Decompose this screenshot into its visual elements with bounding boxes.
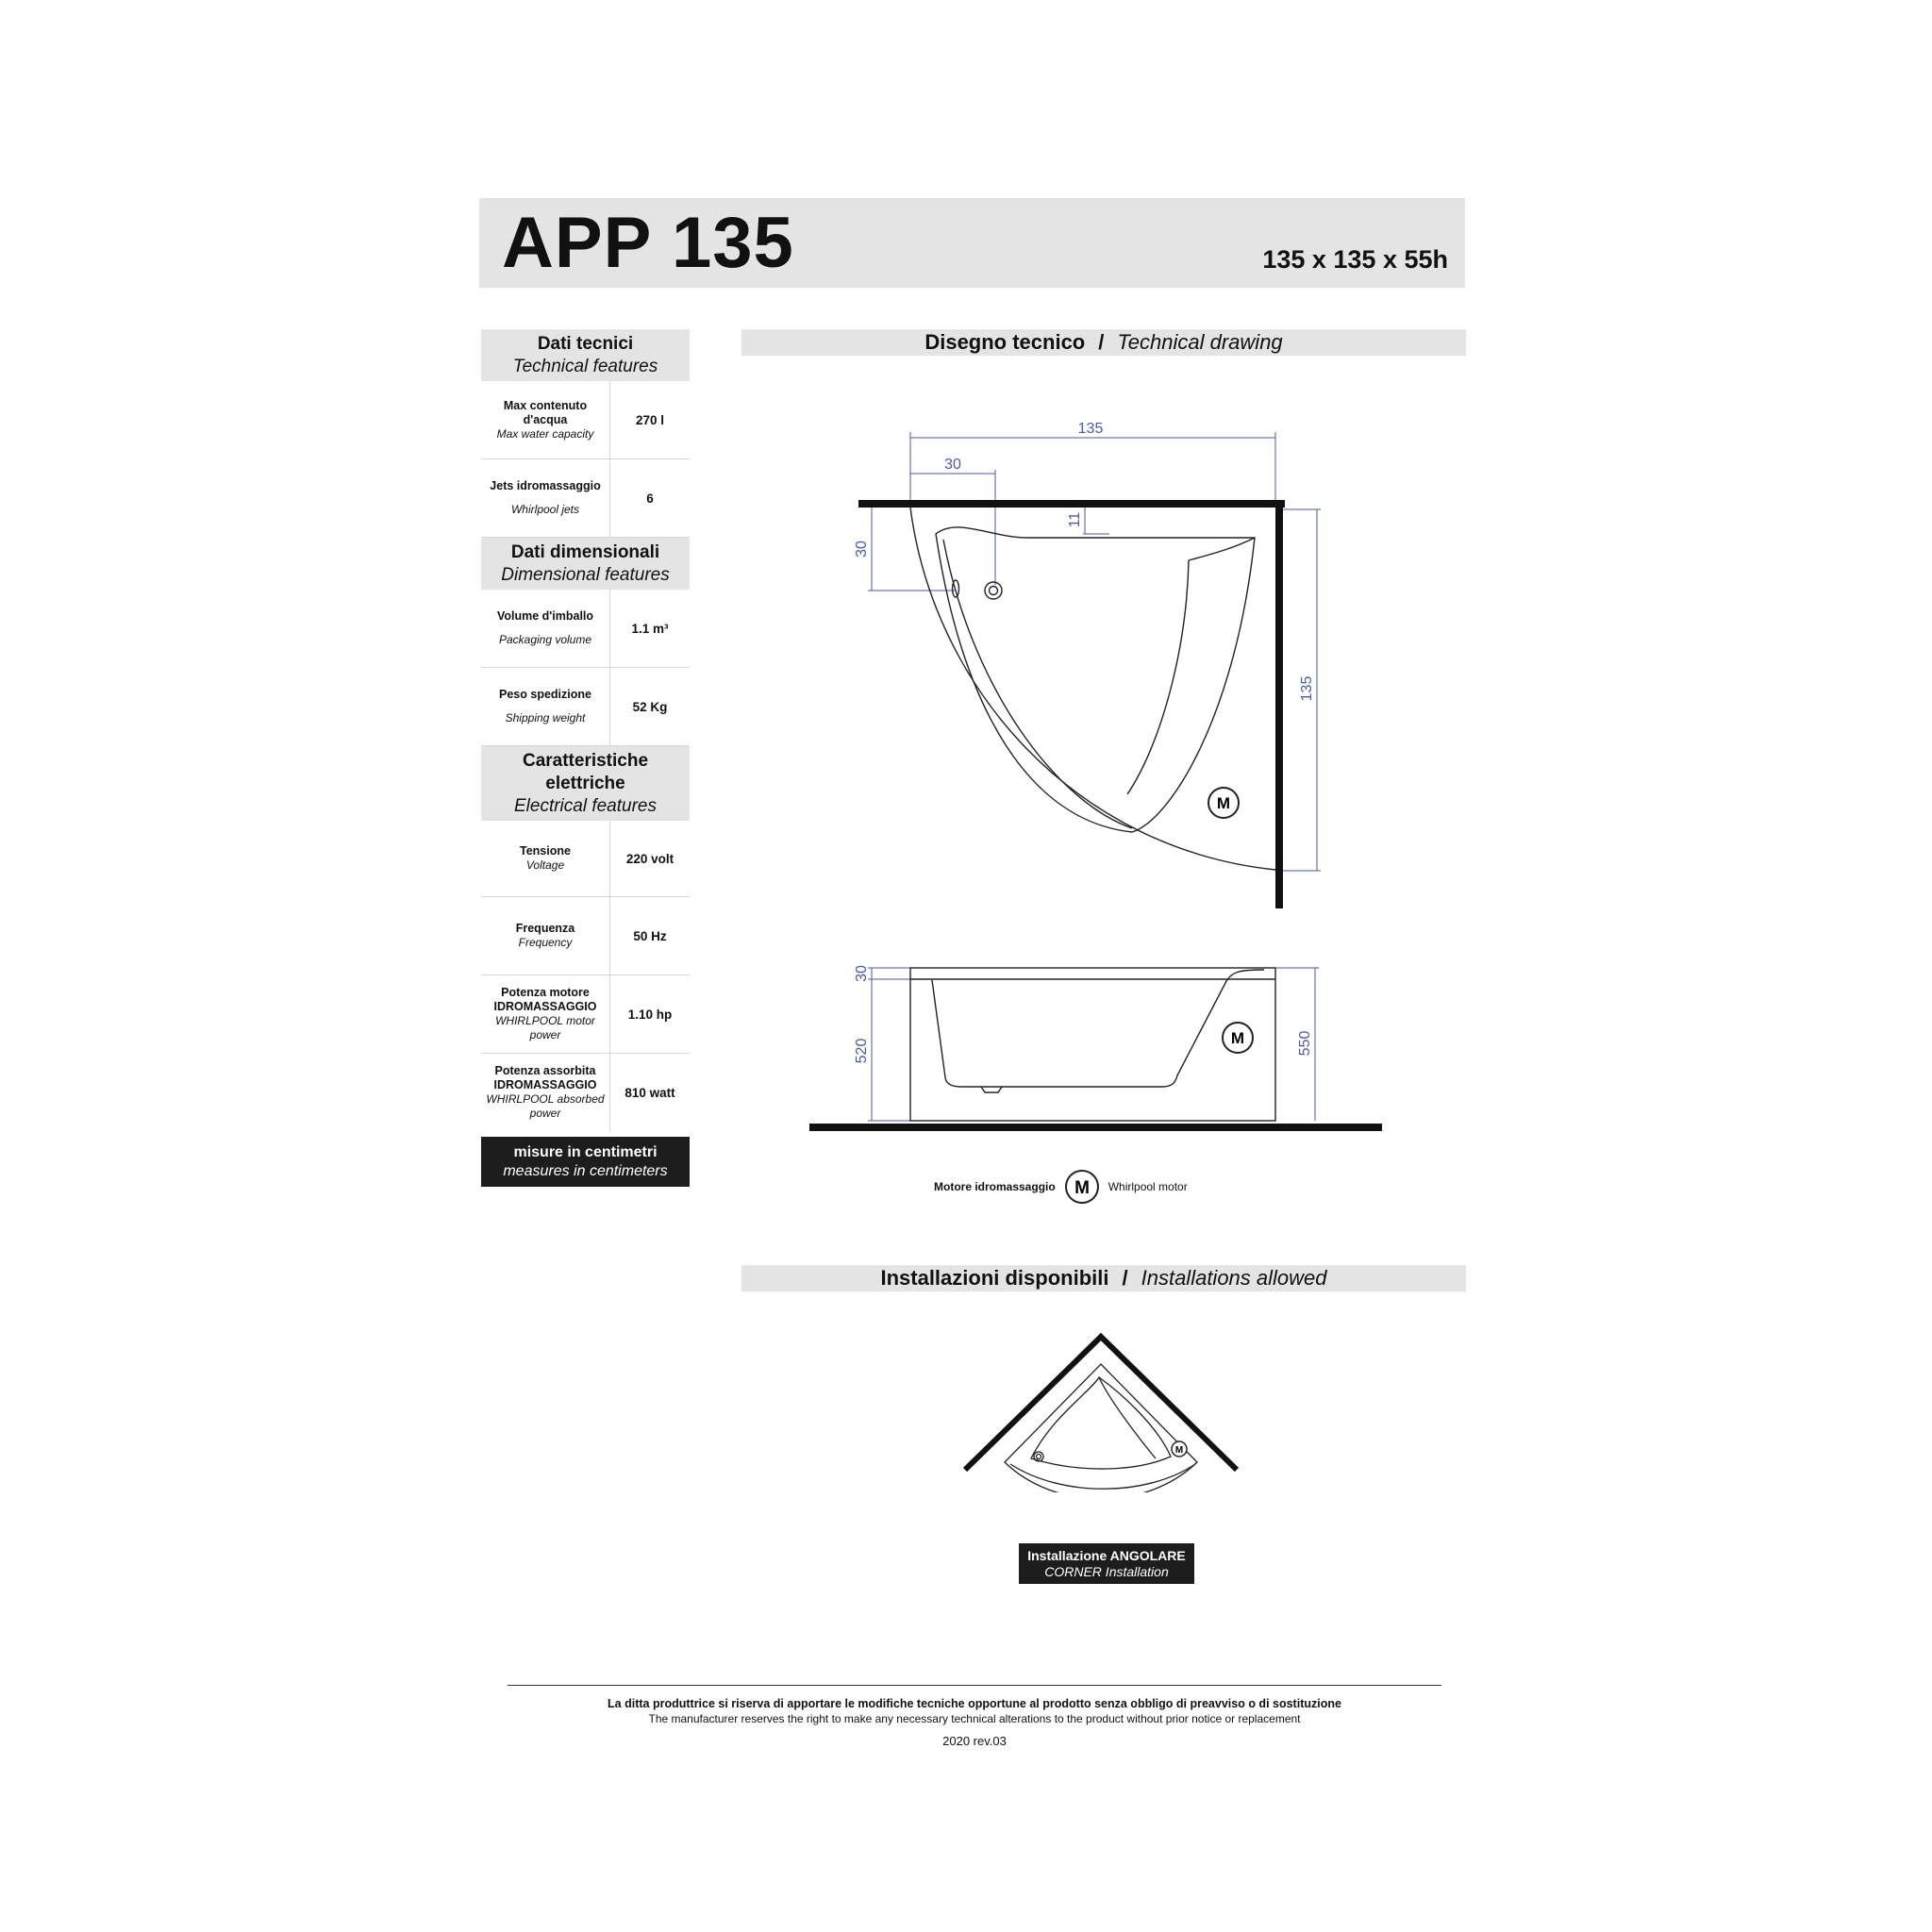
footer	[508, 1696, 1441, 1749]
dim-label-right-height: 135	[1299, 675, 1315, 702]
legend-label-en: Whirlpool motor	[1108, 1180, 1188, 1193]
tub-corner	[1005, 1364, 1197, 1492]
row-value: 50 Hz	[633, 928, 667, 943]
disclaimer-it: La ditta produttrice si riserva di apportare le modifiche tecniche opportune al prodotto senza obbligo di preavviso o di sostituzione	[608, 1697, 1341, 1710]
units-note-en: measures in centimeters	[503, 1163, 668, 1179]
spec-row-frequency	[481, 897, 690, 975]
motor-icon	[1172, 1441, 1187, 1457]
row-label-en: Shipping weight	[505, 711, 586, 724]
tub-side	[910, 968, 1275, 1121]
row-label-en: Whirlpool jets	[510, 503, 580, 516]
row-value: 52 Kg	[632, 699, 668, 714]
section-title: Caratteristiche elettriche	[522, 751, 649, 793]
row-label-en: Voltage	[525, 858, 565, 872]
row-value: 810 watt	[625, 1085, 675, 1100]
title-band	[479, 198, 1465, 288]
electrical-features-header	[481, 746, 690, 821]
dim-label-small: 11	[1067, 511, 1083, 528]
row-value: 1.1 m³	[631, 621, 669, 636]
row-label: Jets idromassaggio	[490, 479, 601, 492]
row-value: 6	[646, 491, 654, 506]
technical-drawing-header	[741, 329, 1466, 356]
spec-row-shipping-weight	[481, 668, 690, 746]
motor-mark: M	[1174, 1445, 1184, 1456]
dim-label-side-inner: 520	[854, 1038, 870, 1064]
row-label-en: Max water capacity	[496, 426, 594, 441]
dim-label-side-top: 30	[854, 965, 870, 982]
row-value: 270 l	[635, 412, 665, 427]
row-label: Max contenuto d'acqua	[503, 398, 588, 426]
dim-label-left: 30	[854, 541, 870, 558]
drain-icon	[985, 582, 1002, 599]
spec-table	[481, 329, 690, 1187]
disclaimer-en: The manufacturer reserves the right to make any necessary technical alterations to the product without prior notice or replacement	[648, 1712, 1301, 1725]
row-label: Peso spedizione	[499, 688, 591, 701]
units-note	[481, 1137, 690, 1187]
row-value: 1.10 hp	[627, 1007, 673, 1022]
spec-row-water-capacity	[481, 381, 690, 459]
row-label: Frequenza	[515, 922, 575, 935]
footer-divider	[508, 1685, 1441, 1686]
section-subtitle: Technical drawing	[1117, 330, 1283, 354]
motor-icon	[1223, 1023, 1253, 1053]
dimensional-features-header	[481, 538, 690, 590]
row-label-en: WHIRLPOOL motor power	[495, 1014, 595, 1041]
section-subtitle: Installations allowed	[1141, 1266, 1327, 1290]
separator: /	[1098, 330, 1105, 354]
corner-walls	[965, 1337, 1237, 1470]
row-label-en: Packaging volume	[498, 633, 592, 646]
spec-row-jets	[481, 459, 690, 538]
corner-installation-label	[1019, 1543, 1194, 1584]
installations-header	[741, 1265, 1466, 1291]
row-label-en: WHIRLPOOL absorbed power	[486, 1092, 605, 1120]
section-subtitle: Electrical features	[513, 796, 657, 816]
install-label-en: CORNER Installation	[1044, 1564, 1169, 1579]
row-label-en: Frequency	[518, 936, 573, 949]
spec-row-motor-power	[481, 975, 690, 1054]
row-label: Potenza assorbita IDROMASSAGGIO	[493, 1064, 597, 1091]
section-title: Dati tecnici	[537, 334, 634, 354]
corner-installation-drawing	[958, 1332, 1250, 1492]
legend-label-it: Motore idromassaggio	[934, 1180, 1056, 1193]
technical-drawing	[792, 406, 1396, 1160]
motor-legend	[934, 1166, 1217, 1208]
dim-label-top-width: 135	[1077, 421, 1104, 437]
section-title: Disegno tecnico	[924, 330, 1086, 354]
section-title: Installazioni disponibili	[880, 1266, 1109, 1290]
dim-label-inner: 30	[944, 457, 961, 473]
row-value: 220 volt	[625, 851, 675, 866]
separator: /	[1122, 1266, 1128, 1290]
dim-label-side-total: 550	[1297, 1030, 1313, 1057]
row-label: Tensione	[520, 844, 571, 858]
motor-mark: M	[1230, 1029, 1245, 1047]
motor-icon	[1063, 1168, 1101, 1206]
section-subtitle: Technical features	[512, 357, 658, 376]
motor-mark: M	[1074, 1178, 1090, 1198]
overall-dimensions: 135 x 135 x 55h	[1262, 245, 1448, 274]
technical-features-header	[481, 329, 690, 381]
model-name: APP 135	[502, 203, 794, 283]
section-title: Dati dimensionali	[510, 542, 660, 562]
row-label: Potenza motore IDROMASSAGGIO	[493, 986, 597, 1013]
spec-row-packaging-volume	[481, 590, 690, 668]
spec-row-absorbed-power	[481, 1054, 690, 1131]
motor-icon	[1208, 788, 1239, 818]
spec-row-voltage	[481, 821, 690, 897]
section-subtitle: Dimensional features	[501, 565, 670, 585]
revision: 2020 rev.03	[942, 1734, 1007, 1748]
install-label-it: Installazione ANGOLARE	[1027, 1548, 1186, 1563]
units-note-it: misure in centimetri	[513, 1144, 658, 1160]
row-label: Volume d'imballo	[496, 609, 594, 623]
motor-mark: M	[1216, 794, 1231, 812]
drain-icon	[1034, 1452, 1043, 1461]
